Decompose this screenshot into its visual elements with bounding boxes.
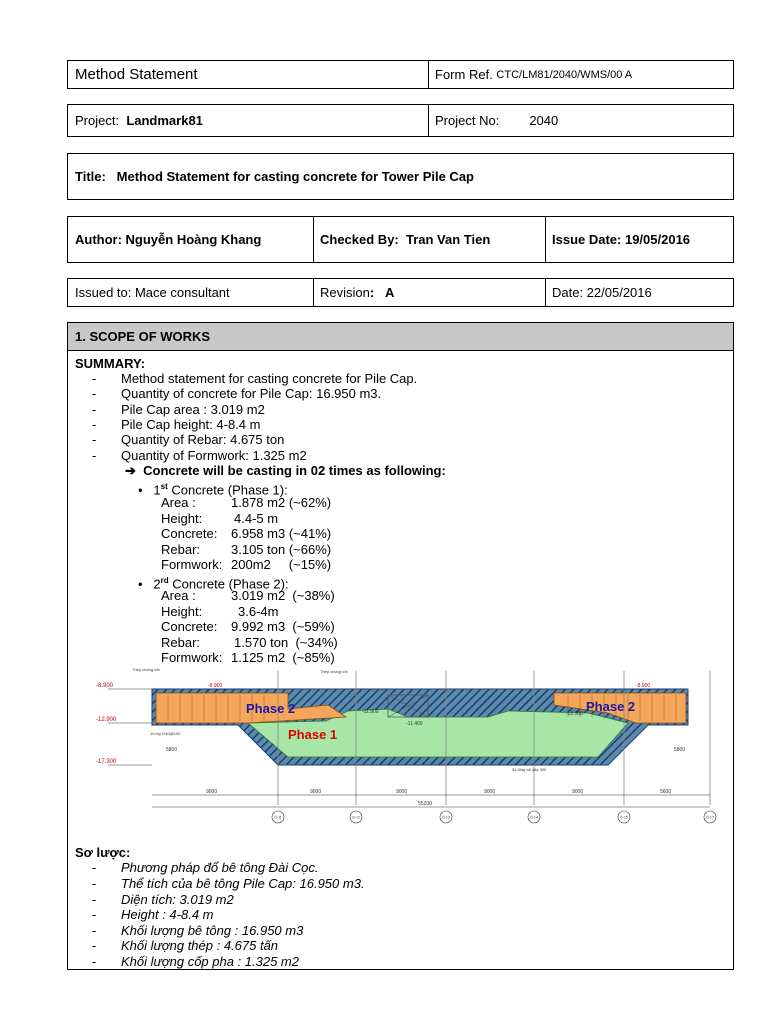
vn-summary-label: Sơ lược: [75, 845, 131, 860]
arrow-line: ➔ Concrete will be casting in 02 times as following: [125, 463, 446, 478]
level-label: -11.900 [362, 709, 379, 715]
bullet-icon: • [138, 482, 143, 498]
issued-to: Issued to: Mace consultant [75, 285, 230, 300]
phase2-right-label: Phase 2 [586, 699, 636, 714]
bullet-icon: • [138, 576, 143, 592]
dimension-label: 5600 [660, 789, 672, 795]
summary-label: SUMMARY: [75, 356, 146, 371]
grid-label: G-17 [706, 815, 714, 820]
level-label: -12.900 [96, 717, 117, 723]
author: Author: Nguyễn Hoàng Khang [75, 232, 262, 247]
issue-date: Issue Date: 19/05/2016 [552, 232, 691, 247]
dimension-label: 5800 [674, 747, 686, 753]
drawing-note: 34 tổng bổ đây 300 [512, 767, 547, 772]
list-item: Khối lượng thép : 4.675 tấn [121, 938, 279, 953]
level-label: -8.900 [636, 683, 651, 689]
list-item: Khối lượng bê tông : 16.950 m3 [121, 923, 304, 938]
drawing-note: Thép chống cốt [320, 669, 348, 674]
drawing-note: Thép chống cốt [132, 667, 160, 672]
list-item: Phương pháp đổ bê tông Đài Cọc. [121, 860, 319, 875]
list-item: Khối lượng cốp pha : 1.325 m2 [121, 954, 299, 969]
header-row [67, 60, 734, 89]
list-item: Method statement for casting concrete for Pile Cap. [121, 371, 418, 386]
dimension-label: 55200 [418, 801, 432, 807]
pile-cap-section-drawing [88, 665, 728, 825]
dimension-label: 5800 [166, 747, 178, 753]
project-no: Project No: 2040 [435, 113, 559, 128]
level-label: -12.300 [566, 711, 583, 717]
list-item: Diện tích: 3.019 m2 [121, 892, 234, 907]
dimension-label: 9000 [206, 789, 218, 795]
doc-type: Method Statement [75, 66, 198, 83]
list-item: Thể tích của bê tông Pile Cap: 16.950 m3. [121, 876, 365, 891]
phase2-left-label: Phase 2 [246, 701, 296, 716]
form-ref: Form Ref. CTC/LM81/2040/WMS/00 A [435, 67, 633, 82]
arrow-right-icon: ➔ [125, 463, 136, 478]
level-label: -8.900 [208, 683, 223, 689]
doc-title: Title: Method Statement for casting concrete for Tower Pile Cap [75, 169, 474, 184]
list-item: Pile Cap area : 3.019 m2 [121, 402, 265, 417]
grid-label: G-12 [352, 815, 360, 820]
project-row [67, 104, 734, 137]
list-item: Quantity of concrete for Pile Cap: 16.950 m3. [121, 386, 382, 401]
dimension-label: 9000 [310, 789, 322, 795]
drawing-note: 10 lớp D40@150 [150, 731, 181, 736]
level-label: -11.400 [406, 721, 423, 727]
section-heading: 1. SCOPE OF WORKS [68, 323, 733, 351]
level-label: -17.300 [96, 759, 117, 765]
grid-label: G-15 [620, 815, 628, 820]
grid-label: G-14 [530, 815, 538, 820]
dimension-label: 9000 [484, 789, 496, 795]
grid-label: G-11 [274, 815, 282, 820]
checked-by: Checked By: Tran Van Tien [320, 232, 491, 247]
list-item: Quantity of Formwork: 1.325 m2 [121, 448, 307, 463]
list-item: Quantity of Rebar: 4.675 ton [121, 432, 285, 447]
list-item: Pile Cap height: 4-8.4 m [121, 417, 261, 432]
project-name: Project: Landmark81 [75, 113, 203, 128]
level-label: -8.900 [96, 683, 114, 689]
phase1-label: Phase 1 [288, 727, 338, 742]
doc-date: Date: 22/05/2016 [552, 285, 652, 300]
dimension-label: 9000 [572, 789, 584, 795]
dimension-label: 9000 [396, 789, 408, 795]
title-row [67, 153, 734, 200]
revision: Revision : A [320, 285, 395, 300]
phase1-heading: • 1st Concrete (Phase 1): [138, 482, 288, 498]
issue-row [67, 278, 734, 307]
author-row [67, 216, 734, 263]
phase2-heading: • 2rd Concrete (Phase 2): [138, 576, 289, 592]
grid-label: G-13 [442, 815, 450, 820]
scope-section: 1. SCOPE OF WORKS SUMMARY: - Method statement for casting concrete for Pile Cap. - Quantity of concrete for Pile Cap: 16.950 m3. - Pile Cap area : 3.019 m2 - Pile Cap height: 4-8.4 m - Quantity of Rebar: 4.675 ton - Quantity of Formwork: 1.325 m2 ➔ Concrete will be casting in 02 times as following: • 1st Concrete (Phase 1): Area : 1.878 m2 (~62%) Height: 4.4-5 m Concrete: 6.958 m3 (~41%) Rebar: 3.105 ton (~66%) Formwork: 200m2 (~15%) • 2rd Concrete (Phase 2): Area : 3.019 m2 (~38%) Height: 3.6-4m Concrete: 9.992 m3 (~59%) Rebar: 1.570 ton (~34%) Formwork: 1.125 m2 (~85%) -8.900 -12.900 -17.300 -8.900 -8.900 -11.900 -11.400 -12.300 Thép chống cốt Thép chống cốt 10 lớp D40@150 34 tổng bổ đây 300 Phase 2 Phase 2 Phase 1 5800 5800 9000 9000 9000 9000 9000 5600 55200 G-11 G-12 G-13 G-14 G-15 G-17 Sơ lược: - Phương pháp đổ bê tông Đài Cọc. - Thể tích của bê tông Pile Cap: 16.950 m3. - Diện tích: 3.019 m2 - Height : 4-8.4 m - Khối lượng bê tông : 16.950 m3 - Khối lượng thép : 4.675 tấn - Khối lượng cốp pha : 1.325 m2 [67, 322, 734, 970]
list-item: Height : 4-8.4 m [121, 907, 214, 922]
